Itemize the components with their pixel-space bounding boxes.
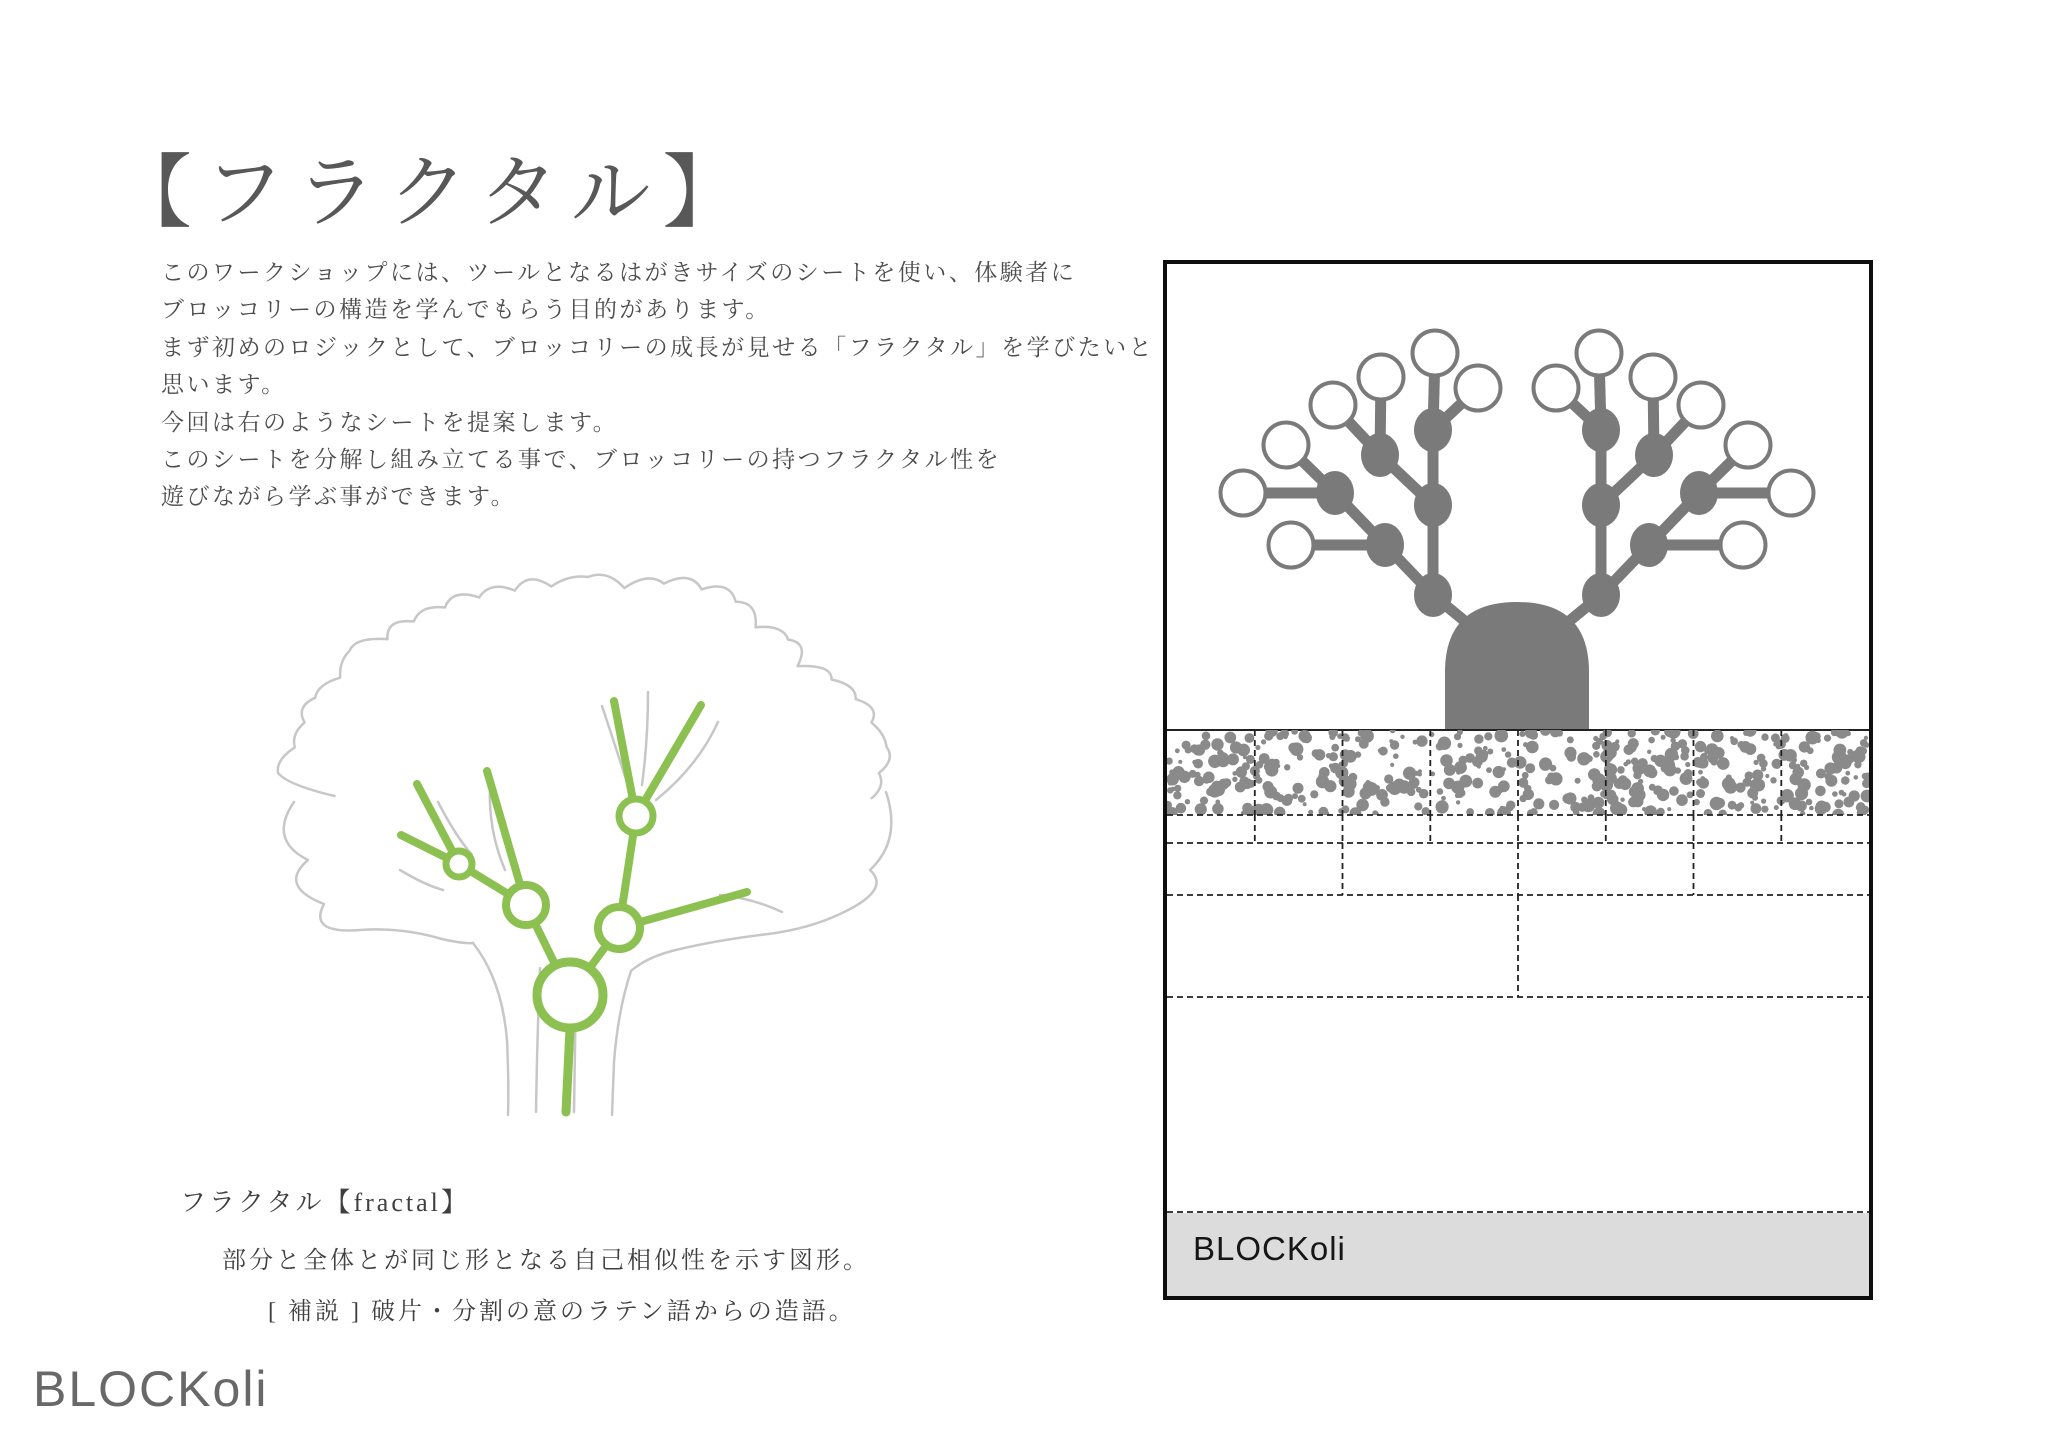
intro-line: このワークショップには、ツールとなるはがきサイズのシートを使い、体験者に <box>161 260 1077 285</box>
intro-line: ブロッコリーの構造を学んでもらう目的があります。 <box>161 297 771 323</box>
broccoli-sketch-drawing <box>250 540 930 1180</box>
intro-line: このシートを分解し組み立てる事で、ブロッコリーの持つフラクタル性を <box>161 446 1002 472</box>
intro-line: 思います。 <box>161 372 287 398</box>
page-title: 【フラクタル】 <box>112 150 755 238</box>
intro-line: まず初めのロジックとして、ブロッコリーの成長が見せる「フラクタル」を学びたいと <box>161 334 1155 360</box>
worksheet-card-graphic <box>1167 264 1869 1296</box>
intro-line: 今回は右のようなシートを提案します。 <box>161 409 619 435</box>
card-footer-logo: BLOCKoli <box>1193 1230 1346 1267</box>
card-fractal-tree <box>1221 331 1814 731</box>
definition-term: フラクタル【fractal】 <box>180 1188 470 1217</box>
definition-description: 部分と全体とが同じ形となる自己相似性を示す図形。 <box>222 1248 870 1274</box>
intro-line: 遊びながら学ぶ事ができます。 <box>161 484 517 510</box>
worksheet-card <box>1163 260 1873 1300</box>
brand-logo: BLOCKoli <box>33 1361 269 1417</box>
definition-note: [ 補説 ] 破片・分割の意のラテン語からの造語。 <box>268 1299 856 1325</box>
broccoli-outline-gray <box>278 575 892 1115</box>
intro-paragraph <box>161 254 1154 516</box>
